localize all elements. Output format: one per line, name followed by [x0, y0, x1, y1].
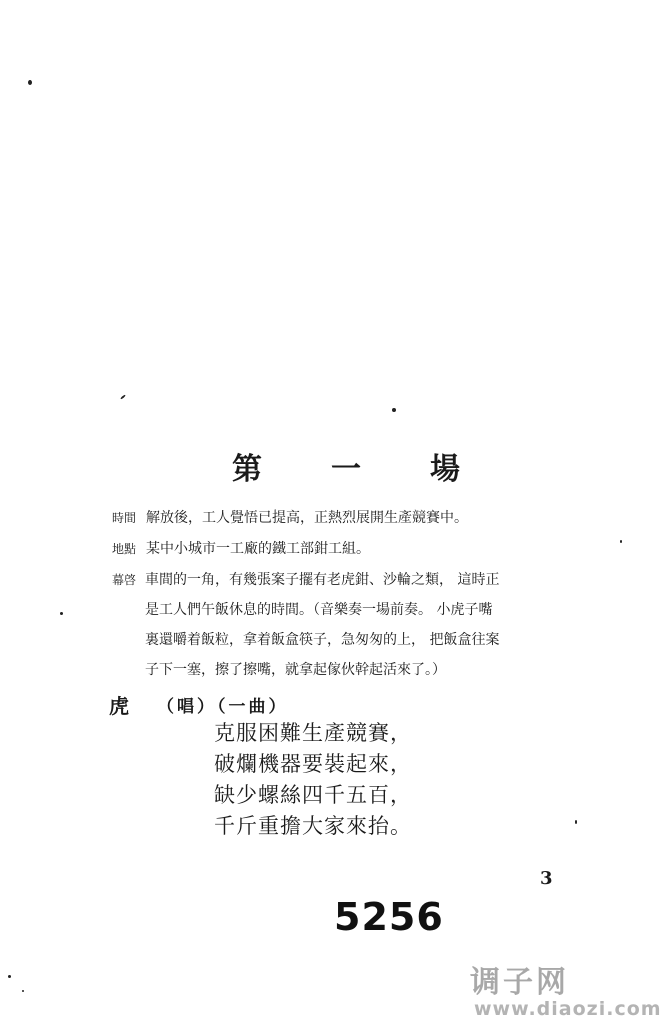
- stage-line: 是工人們午飯休息的時間。（音樂奏一場前奏。 小虎子嘴: [145, 602, 493, 618]
- speaker-name: 虎: [109, 694, 129, 718]
- scan-speck: [22, 990, 24, 992]
- verse-line: 克服困難生產競賽，: [214, 721, 412, 745]
- place-label: 地點: [112, 542, 137, 556]
- verse-line: 千斤重擔大家來抬。: [214, 814, 412, 838]
- scene-title-char: 場: [430, 452, 460, 487]
- scan-speck: [120, 394, 126, 399]
- verse-line: 破爛機器要裝起來，: [214, 752, 412, 776]
- speaker-direction: （唱）（一曲）: [157, 697, 289, 717]
- place-text: 某中小城市一工廠的鐵工部鉗工組。: [146, 541, 370, 557]
- speaker-row: [109, 690, 289, 719]
- scan-speck: [392, 408, 396, 412]
- watermark-cn: 调子网: [470, 965, 569, 1000]
- stage-line: 裏還嚼着飯粒，拿着飯盒筷子，急匆匆的上， 把飯盒往案: [145, 632, 500, 648]
- stage-line: 子下一塞，擦了擦嘴，就拿起傢伙幹起活來了。）: [145, 662, 446, 678]
- scan-speck: [575, 820, 577, 824]
- stage-label: 幕啓: [112, 573, 137, 587]
- stage-line: 車間的一角，有幾張案子擺有老虎鉗、沙輪之類， 這時正: [145, 572, 500, 588]
- place-row: [112, 534, 592, 564]
- scene-title-char: 第: [232, 452, 262, 487]
- scene-title-char: 一: [331, 452, 361, 487]
- stage-direction: [145, 565, 585, 685]
- scan-speck: [8, 975, 11, 978]
- page-number: 3: [540, 868, 553, 889]
- scan-speck: [28, 80, 32, 85]
- verse: [214, 718, 412, 842]
- time-label: 時間: [112, 511, 137, 525]
- verse-line: 缺少螺絲四千五百，: [214, 783, 412, 807]
- scan-speck: [60, 612, 63, 615]
- time-row: [112, 503, 592, 533]
- watermark-url: www.diaozi.com: [474, 998, 662, 1020]
- stamp-number: 5256: [334, 895, 444, 939]
- scan-speck: [620, 540, 622, 543]
- time-text: 解放後，工人覺悟已提高，正熱烈展開生產競賽中。: [146, 510, 468, 526]
- scene-title: [232, 444, 460, 488]
